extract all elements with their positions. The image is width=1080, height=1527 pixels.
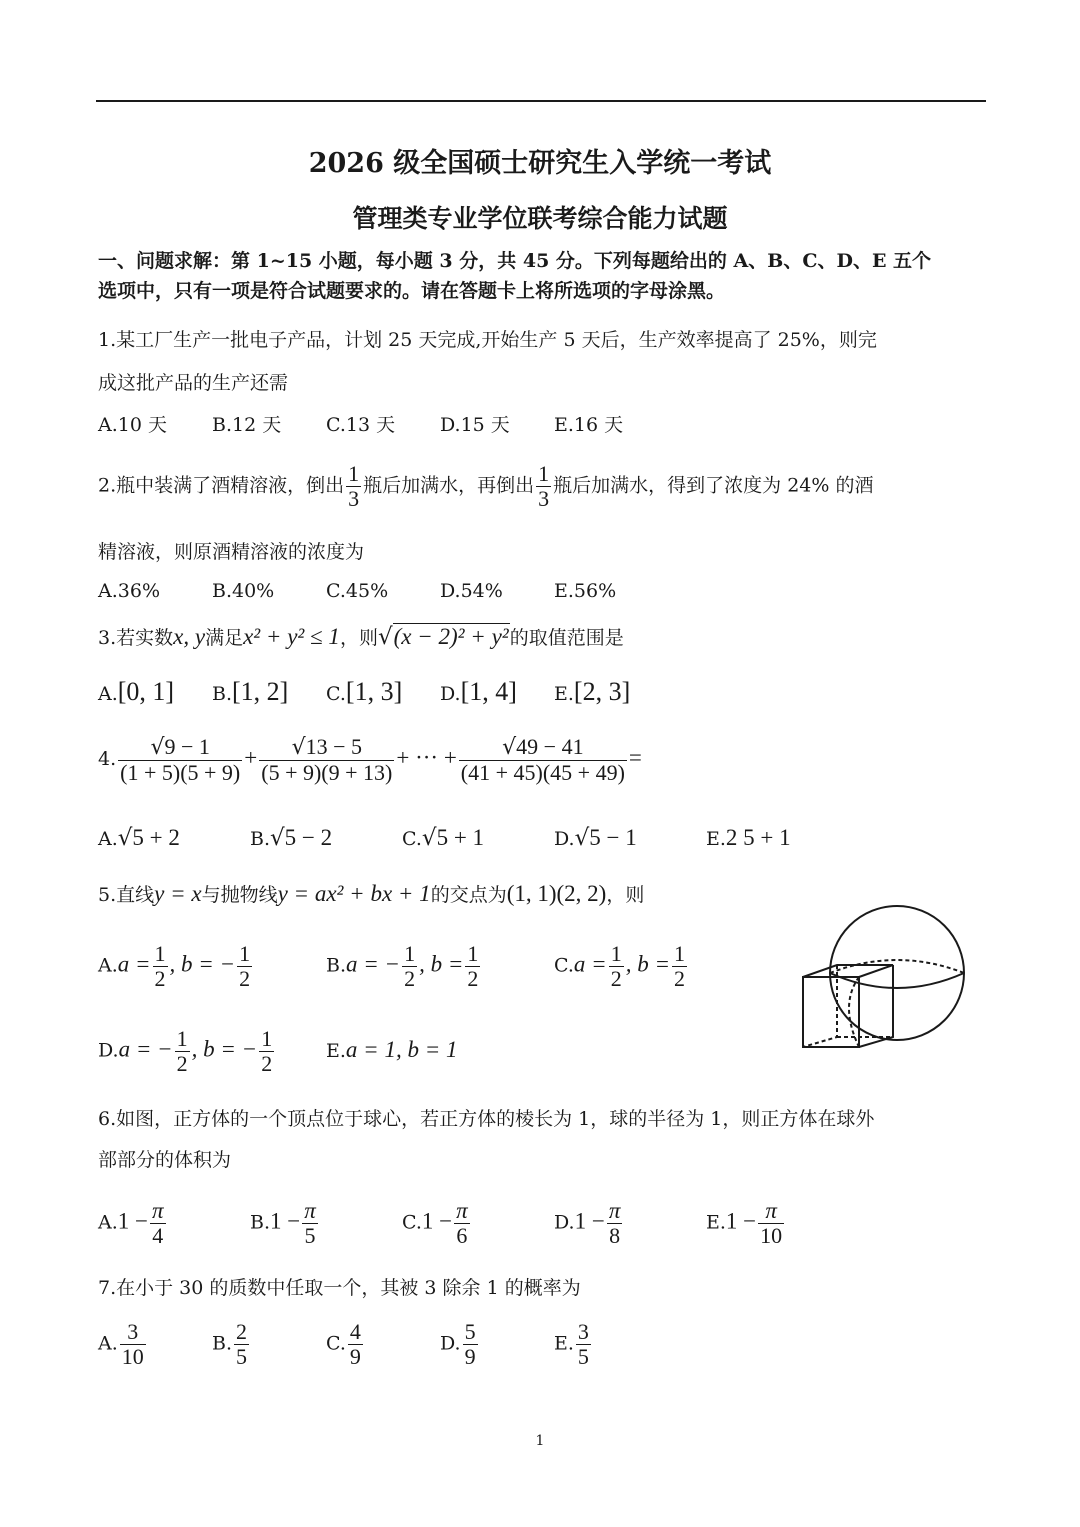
cube-sphere-figure bbox=[797, 905, 977, 1055]
q4-term-2: $\frac{√13 - 5}{(5 + 9)(9 + 13)}$ bbox=[261, 734, 393, 786]
q6-option-d: D.1 − $\frac{\pi}{8}$ bbox=[554, 1198, 621, 1249]
q1-option-e: E.16 天 bbox=[554, 414, 624, 436]
q4-option-d: D.√5 − 1 bbox=[554, 825, 637, 851]
q4-number: 4. bbox=[98, 748, 117, 771]
q6-option-b: B.1 − $\frac{\pi}{5}$ bbox=[250, 1198, 316, 1249]
q3-text-part1: 3.若实数 bbox=[98, 627, 174, 649]
top-rule bbox=[96, 100, 986, 102]
q1-line1: 1.某工厂生产一批电子产品，计划 25 天完成,开始生产 5 天后，生产效率提高了 25%，则完 bbox=[98, 329, 877, 351]
q4-ellipsis: + ··· + bbox=[396, 745, 457, 771]
q7-option-a: A. $\frac{3}{10}$ bbox=[98, 1319, 144, 1370]
q1-option-c: C.13 天 bbox=[326, 414, 396, 436]
q7-option-c: C. $\frac{4}{9}$ bbox=[326, 1319, 361, 1370]
q7-line1: 7.在小于 30 的质数中任取一个，其被 3 除余 1 的概率为 bbox=[98, 1277, 581, 1299]
q3-option-d: D.[1, 4] bbox=[440, 677, 517, 706]
q5-option-d: D.a = − $\frac{1}{2}$ , b = − $\frac{1}{2}$ bbox=[98, 1026, 273, 1077]
q2-option-c: C.45% bbox=[326, 580, 389, 602]
q4-option-a: A.√5 + 2 bbox=[98, 825, 180, 851]
q6-option-c: C.1 − $\frac{\pi}{6}$ bbox=[402, 1198, 468, 1249]
q5-line1 bbox=[98, 880, 644, 907]
q2-text-part3: 瓶后加满水，得到了浓度为 24% 的酒 bbox=[553, 474, 874, 497]
q5-option-e: E.a = 1, b = 1 bbox=[326, 1037, 458, 1062]
q1-option-b: B.12 天 bbox=[212, 414, 282, 436]
q7-option-d: D. $\frac{5}{9}$ bbox=[440, 1319, 476, 1370]
q5-points: (1, 1)(2, 2) bbox=[506, 881, 607, 906]
q4-term-3: $\frac{√49 - 41}{(41 + 45)(45 + 49)}$ bbox=[460, 734, 625, 786]
q7-option-e: E. $\frac{3}{5}$ bbox=[554, 1319, 589, 1370]
q5-parabola-equation: y = ax² + bx + 1 bbox=[277, 881, 431, 906]
q1-option-a: A.10 天 bbox=[98, 414, 167, 436]
q7-option-b: B. $\frac{2}{5}$ bbox=[212, 1319, 248, 1370]
q3-expression: (x − 2)² + y² bbox=[393, 624, 509, 649]
sphere-equator-front bbox=[830, 973, 964, 988]
q3-text-part4: 的取值范围是 bbox=[509, 627, 624, 649]
q3-option-c: C.[1, 3] bbox=[326, 677, 403, 706]
q2-line2: 精溶液，则原酒精溶液的浓度为 bbox=[98, 541, 365, 563]
page-number: 1 bbox=[535, 1433, 545, 1449]
q2-option-a: A.36% bbox=[98, 580, 160, 602]
q2-text-part2: 瓶后加满水，再倒出 bbox=[363, 474, 535, 497]
q2-option-e: E.56% bbox=[554, 580, 617, 602]
sphere-equator-back bbox=[830, 960, 964, 973]
q2-option-b: B.40% bbox=[212, 580, 275, 602]
q2-fraction-1: $\frac{1}{3}$ bbox=[348, 461, 360, 512]
q6-option-a: A.1 − $\frac{\pi}{4}$ bbox=[98, 1198, 164, 1249]
q4-term-1: $\frac{√9 - 1}{(1 + 5)(5 + 9)}$ bbox=[120, 734, 241, 786]
q3-vars: x, y bbox=[173, 624, 206, 649]
q2-text-part1: 2.瓶中装满了酒精溶液，倒出 bbox=[98, 474, 345, 497]
q4-line1: 4. $\frac{√9 - 1}{(1 + 5)(5 + 9)}$ + $\frac{√13 - 5}{(5 + 9)(9 + 13)}$ + ··· + $\frac{√49 - 41}{(41 + 45)(45 + 49)}$ = bbox=[98, 734, 642, 786]
section-instructions-line2: 选项中，只有一项是符合试题要求的。请在答题卡上将所选项的字母涂黑。 bbox=[98, 280, 726, 302]
q1-line2: 成这批产品的生产还需 bbox=[98, 372, 289, 394]
q5-text-part4: ，则 bbox=[606, 884, 645, 906]
q4-option-c: C.√5 + 1 bbox=[402, 825, 485, 851]
section-instructions-line1: 一、问题求解：第 1~15 小题，每小题 3 分，共 45 分。下列每题给出的 A、B、C、D、E 五个 bbox=[98, 250, 932, 272]
exam-title: 2026 级全国硕士研究生入学统一考试 bbox=[308, 148, 772, 179]
q6-line2: 部部分的体积为 bbox=[98, 1149, 232, 1171]
q3-text-part2: 满足 bbox=[205, 627, 244, 649]
q3-sqrt-sign: √ bbox=[377, 624, 393, 650]
q5-option-c: C.a = $\frac{1}{2}$ , b = $\frac{1}{2}$ bbox=[554, 941, 685, 992]
q4-option-b: B.√5 − 2 bbox=[250, 825, 333, 851]
q3-line1 bbox=[98, 623, 624, 650]
q1-option-d: D.15 天 bbox=[440, 414, 510, 436]
q3-option-e: E.[2, 3] bbox=[554, 677, 631, 706]
q6-line1: 6.如图，正方体的一个顶点位于球心，若正方体的棱长为 1，球的半径为 1，则正方体在球外 bbox=[98, 1108, 875, 1130]
q5-text-part3: 的交点为 bbox=[430, 884, 507, 906]
q3-option-b: B.[1, 2] bbox=[212, 677, 289, 706]
q5-text-part2: 与抛物线 bbox=[201, 884, 278, 906]
q5-line-equation: y = x bbox=[154, 881, 202, 906]
q2-line1 bbox=[98, 462, 873, 511]
q4-equals: = bbox=[628, 745, 642, 771]
q3-condition: x² + y² ≤ 1 bbox=[243, 624, 340, 649]
cube-right-face bbox=[859, 965, 893, 1047]
q5-option-b: B.a = − $\frac{1}{2}$ , b = $\frac{1}{2}$ bbox=[326, 941, 479, 992]
q4-option-e: E.2 5 + 1 bbox=[706, 825, 791, 850]
q2-fraction-2: $\frac{1}{3}$ bbox=[538, 461, 550, 512]
q5-option-a: A.a = $\frac{1}{2}$ , b = − $\frac{1}{2}$ bbox=[98, 941, 251, 992]
exam-subtitle: 管理类专业学位联考综合能力试题 bbox=[352, 204, 728, 233]
q3-text-part3: ，则 bbox=[339, 627, 378, 649]
q6-option-e: E.1 − $\frac{\pi}{10}$ bbox=[706, 1198, 783, 1249]
cube-top-face bbox=[803, 965, 893, 977]
q5-text-part1: 5.直线 bbox=[98, 884, 155, 906]
q3-option-a: A.[0, 1] bbox=[98, 677, 175, 706]
q2-option-d: D.54% bbox=[440, 580, 503, 602]
